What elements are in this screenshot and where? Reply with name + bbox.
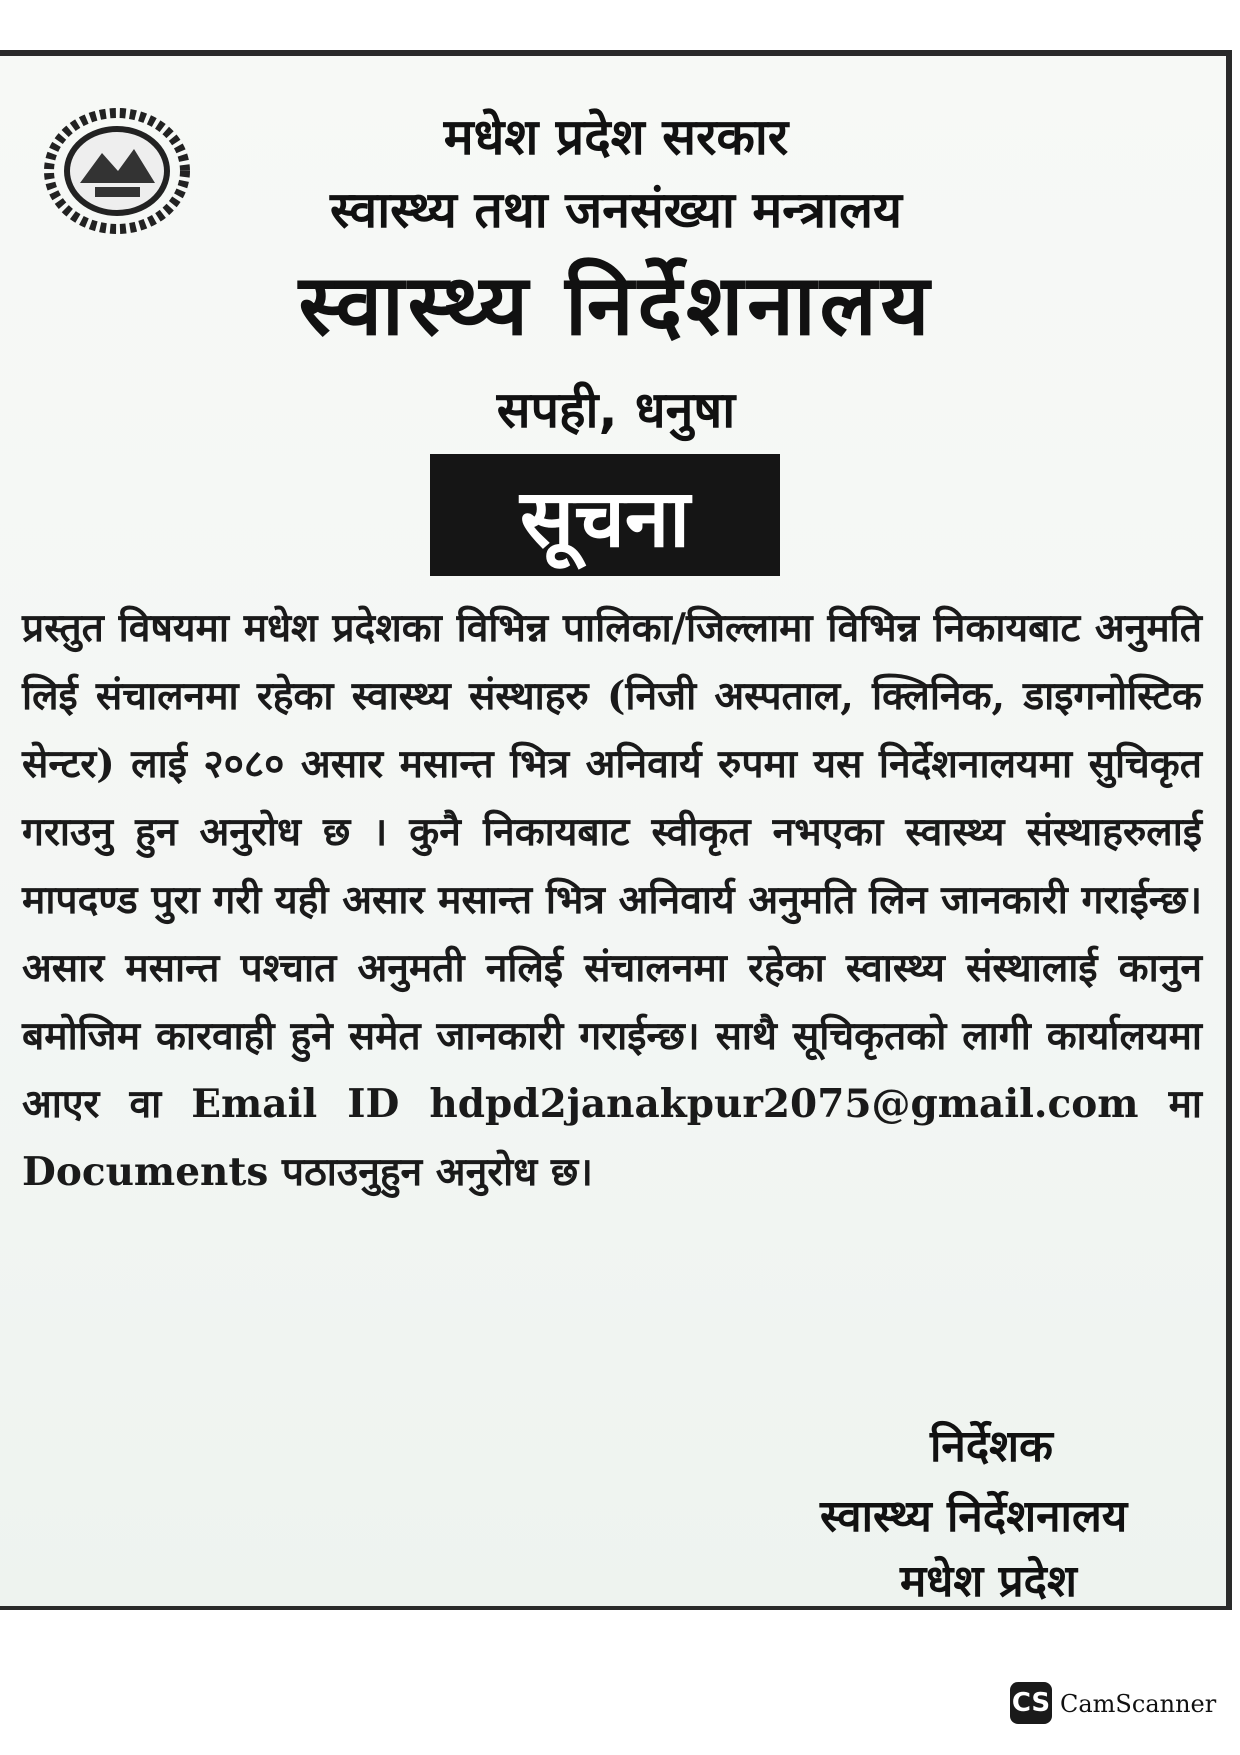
header-government: मधेश प्रदेश सरकार (443, 108, 789, 166)
camscanner-logo-icon: CS (1010, 1682, 1052, 1724)
signature-title: निर्देशक (930, 1421, 1053, 1472)
header-location: सपही, धनुषा (496, 381, 736, 439)
notice-body: प्रस्तुत विषयमा मधेश प्रदेशका विभिन्न पालिका/जिल्लामा विभिन्न निकायबाट अनुमति लिई संचालनमा रहेका स्वास्थ्य संस्थाहरु (निजी अस्पताल, क्लिनिक, डाइगनोस्टिक सेन्टर) लाई २०८० असार मसान्त भित्र अनिवार्य रुपमा यस निर्देशनालयमा सुचिकृत गराउनु हुन अनुरोध छ । कुनै निकायबाट स्वीकृत नभएका स्वास्थ्य संस्थाहरुलाई मापदण्ड पुरा गरी यही असार मसान्त भित्र अनिवार्य अनुमति लिन जानकारी गराईन्छ। असार मसान्त पश्चात अनुमती नलिई संचालनमा रहेका स्वास्थ्य संस्थालाई कानुन बमोजिम कारवाही हुने समेत जानकारी गराईन्छ। साथै सूचिकृतको लागी कार्यालयमा आएर वा Email ID hdpd2janakpur2075@gmail.com मा Documents पठाउनुहुन अनुरोध छ। (22, 605, 1202, 1195)
camscanner-brand: CamScanner (1060, 1690, 1217, 1718)
header-ministry: स्वास्थ्य तथा जनसंख्या मन्त्रालय (329, 181, 903, 239)
notice-title: सूचना (430, 454, 780, 576)
signature-province: मधेश प्रदेश (900, 1556, 1077, 1607)
signature-office: स्वास्थ्य निर्देशनालय (820, 1491, 1128, 1542)
notice-paper (0, 50, 1232, 1610)
header-directorate: स्वास्थ्य निर्देशनालय (298, 256, 934, 354)
